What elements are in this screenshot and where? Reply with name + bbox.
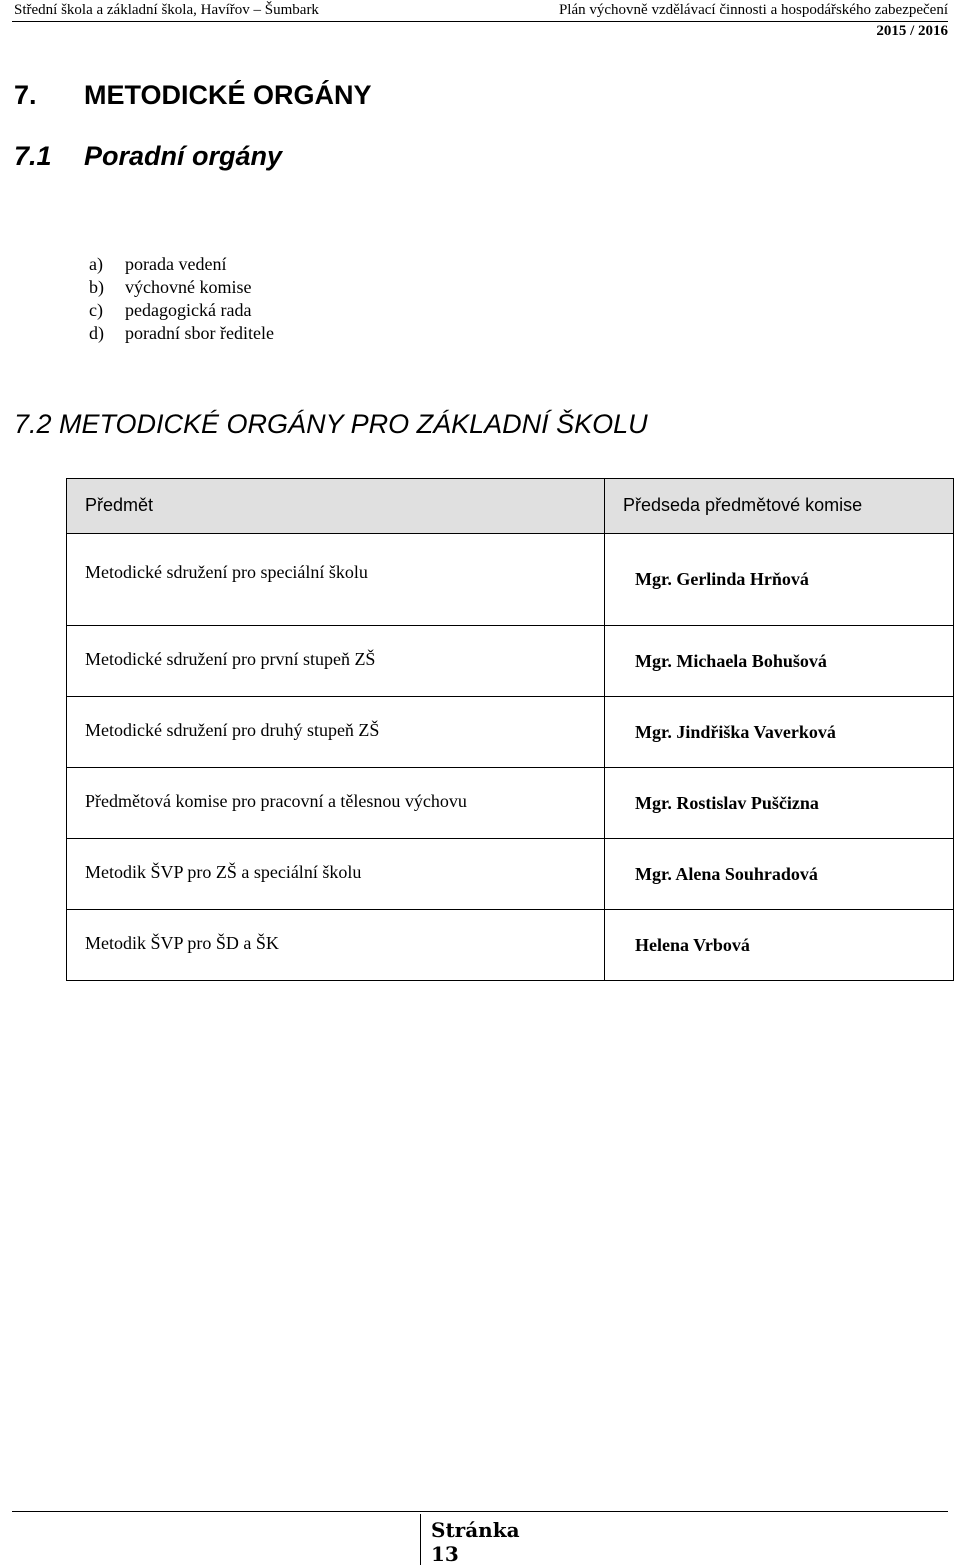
list-text: poradní sbor ředitele [125,323,274,343]
chair-cell: Mgr. Rostislav Puščizna [605,768,954,839]
heading-section-7-number: 7. [14,80,37,110]
chair-cell: Mgr. Gerlinda Hrňová [605,534,954,626]
footer-divider [12,1511,948,1512]
table-row [67,534,954,626]
list-marker: c) [89,300,103,320]
subject-cell: Metodické sdružení pro speciální školu [67,534,605,626]
subject-cell: Metodické sdružení pro první stupeň ZŠ [67,626,605,697]
table-row [67,697,954,768]
footer-page-label: Stránka [431,1518,520,1542]
heading-section-7-2: 7.2 METODICKÉ ORGÁNY PRO ZÁKLADNÍ ŠKOLU [14,409,648,439]
heading-section-7-1-number: 7.1 [14,141,52,171]
list-marker: b) [89,277,104,297]
list-item [89,276,274,299]
column-header-subject: Předmět [67,479,605,534]
table-row [67,768,954,839]
subject-cell: Metodik ŠVP pro ZŠ a speciální školu [67,839,605,910]
chair-cell: Mgr. Michaela Bohušová [605,626,954,697]
methodical-bodies-table [66,478,954,981]
table-row [67,626,954,697]
subject-cell: Metodik ŠVP pro ŠD a ŠK [67,910,605,981]
heading-section-7-title: METODICKÉ ORGÁNY [84,80,372,110]
table-header-row [67,479,954,534]
list-text: porada vedení [125,254,227,274]
list-text: výchovné komise [125,277,252,297]
list-item [89,299,274,322]
heading-section-7-1-title: Poradní orgány [84,141,283,171]
subject-cell: Předmětová komise pro pracovní a tělesnou výchovu [67,768,605,839]
column-header-chair: Předseda předmětové komise [605,479,954,534]
table-row [67,839,954,910]
table-row [67,910,954,981]
list-text: pedagogická rada [125,300,252,320]
advisory-bodies-list [89,253,274,345]
heading-section-7-1 [14,141,282,172]
list-marker: d) [89,323,104,343]
subject-cell: Metodické sdružení pro druhý stupeň ZŠ [67,697,605,768]
footer-page-number: 13 [431,1542,459,1565]
heading-section-7 [14,80,372,111]
header-school: Střední škola a základní škola, Havířov – Šumbark [14,2,319,18]
header-year: 2015 / 2016 [876,23,948,39]
header-divider [12,21,948,22]
chair-cell: Mgr. Jindřiška Vaverková [605,697,954,768]
chair-cell: Helena Vrbová [605,910,954,981]
chair-cell: Mgr. Alena Souhradová [605,839,954,910]
footer-page-box-edge [420,1514,421,1565]
list-marker: a) [89,254,103,274]
list-item [89,253,274,276]
header-plan: Plán výchovně vzdělávací činnosti a hospodářského zabezpečení [558,2,948,18]
list-item [89,322,274,345]
